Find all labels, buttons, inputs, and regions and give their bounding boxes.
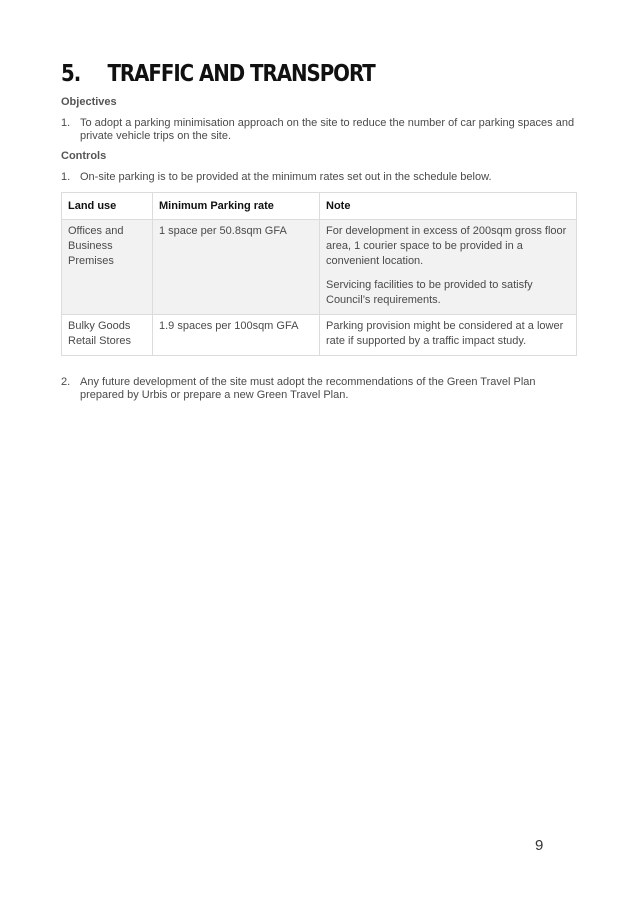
section-heading bbox=[61, 58, 375, 90]
page-number: 9 bbox=[535, 837, 544, 854]
table-row bbox=[62, 315, 577, 356]
note-paragraph: For development in excess of 200sqm gross floor area, 1 courier space to be provided in a convenient location. bbox=[326, 225, 567, 267]
cell-note bbox=[320, 315, 577, 356]
list-marker: 1. bbox=[61, 117, 71, 129]
section-title: TRAFFIC AND TRANSPORT bbox=[107, 61, 375, 87]
note-paragraph: Parking provision might be considered at a lower rate if supported by a traffic impact study. bbox=[326, 320, 564, 347]
objective-text: To adopt a parking minimisation approach on the site to reduce the number of car parking spaces and private vehicle trips on the site. bbox=[80, 117, 575, 142]
cell-parking-rate: 1 space per 50.8sqm GFA bbox=[153, 220, 320, 315]
note-paragraph: Servicing facilities to be provided to satisfy Council’s requirements. bbox=[326, 279, 533, 306]
cell-land-use: Bulky Goods Retail Stores bbox=[62, 315, 153, 356]
parking-schedule-table bbox=[61, 192, 577, 356]
control-item bbox=[61, 376, 581, 402]
objectives-heading: Objectives bbox=[61, 96, 117, 108]
table-row bbox=[62, 220, 577, 315]
control-text: Any future development of the site must adopt the recommendations of the Green Travel Plan prepared by Urbis or prepare a new Green Travel Plan. bbox=[80, 376, 536, 401]
cell-parking-rate: 1.9 spaces per 100sqm GFA bbox=[153, 315, 320, 356]
controls-heading: Controls bbox=[61, 150, 107, 162]
column-header-land-use: Land use bbox=[62, 193, 153, 220]
list-marker: 1. bbox=[61, 171, 71, 183]
section-number: 5. bbox=[61, 61, 81, 87]
control-item bbox=[61, 171, 581, 184]
control-text: On-site parking is to be provided at the minimum rates set out in the schedule below. bbox=[80, 171, 492, 183]
objective-item bbox=[61, 117, 581, 143]
column-header-note: Note bbox=[320, 193, 577, 220]
table-header-row bbox=[62, 193, 577, 220]
list-marker: 2. bbox=[61, 376, 71, 388]
column-header-parking-rate: Minimum Parking rate bbox=[153, 193, 320, 220]
cell-note bbox=[320, 220, 577, 315]
cell-land-use: Offices and Business Premises bbox=[62, 220, 153, 315]
